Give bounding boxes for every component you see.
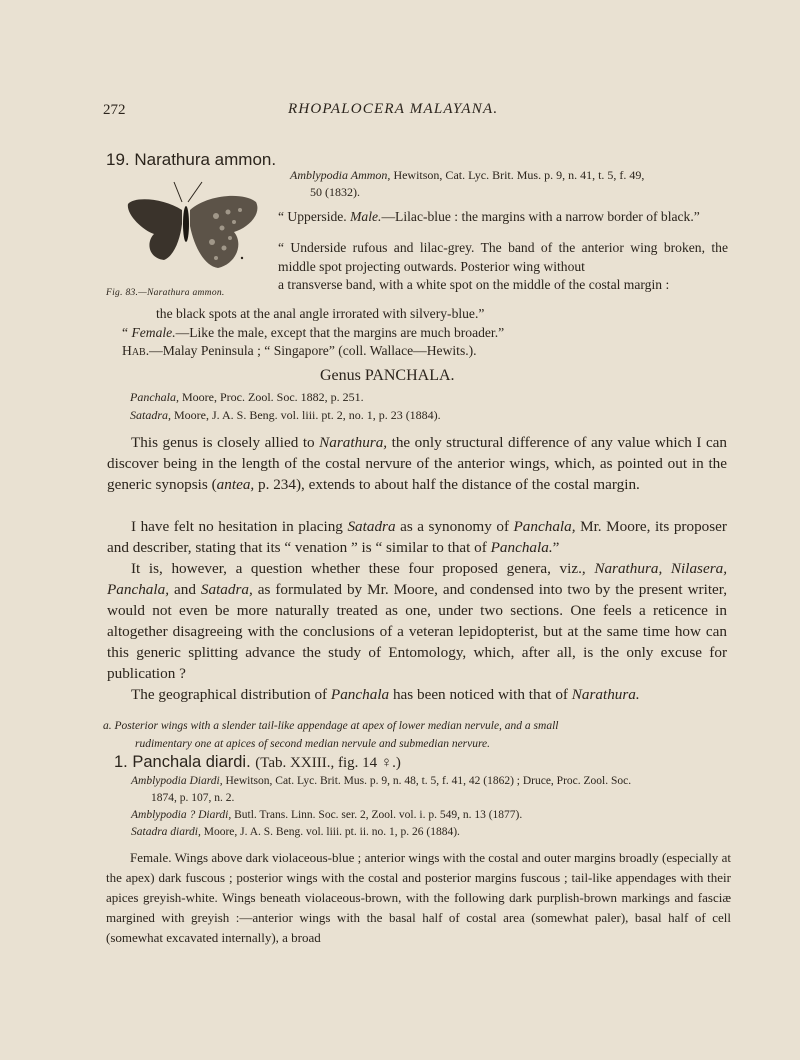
ref-year: 50 (1832). — [310, 185, 360, 199]
diardi-ref-3 — [131, 824, 731, 841]
ref-citation: 1874, p. 107, n. 2. — [151, 792, 235, 804]
text: antea, — [216, 476, 255, 493]
quote-text: —Lilac-blue : the margins with a narrow border of black.” — [381, 209, 700, 224]
diardi-ref-2 — [131, 807, 731, 824]
text: Mr. Moore, its proposer and describer, stating that its “ venation ” is “ similar to that of — [107, 518, 727, 556]
diardi-description — [106, 848, 731, 948]
text: Panchala — [330, 686, 390, 703]
text: has been noticed with that of — [392, 686, 568, 703]
section-line: rudimentary one at apices of second median nervule and submedian nervure. — [135, 738, 491, 750]
section-line: a. Posterior wings with a slender tail-like appendage at apex of lower median nervule, and a small — [103, 720, 559, 732]
butterfly-illustration — [124, 180, 270, 275]
species-heading-panchala-diardi — [114, 753, 401, 772]
text: Satadra, — [200, 581, 253, 598]
text: Satadra — [347, 518, 396, 535]
text: Narathura, — [319, 434, 388, 451]
quote-text: —Like the male, except that the margins are much broader.” — [175, 324, 505, 340]
text: The geographical distribution of — [131, 686, 328, 703]
quote-female — [122, 324, 742, 343]
quote-underside: “ Underside rufous and lilac-grey. The band of the anterior wing broken, the middle spot projecting outwards. Posterior wing without — [278, 240, 728, 274]
figure-caption: Fig. 83.—Narathura ammon. — [106, 288, 225, 298]
genus-ref-satadra — [130, 408, 441, 423]
plate-reference: (Tab. XXIII., fig. 14 ♀.) — [255, 755, 401, 771]
text: Narathura, Nilasera, Panchala, — [107, 560, 728, 598]
quote-female-and-habitat — [122, 305, 742, 361]
text: ” — [552, 539, 560, 556]
quote-text: “ Upperside. — [278, 209, 347, 224]
running-title: RHOPALOCERA MALAYANA. — [288, 101, 499, 117]
quote-band: a transverse band, with a white spot on the middle of the costal margin : — [278, 277, 670, 292]
ref-taxon: Amblypodia Ammon, — [290, 168, 391, 182]
quote-anal-angle: the black spots at the anal angle irrorated with silvery-blue.” — [156, 306, 485, 321]
habitat-label: Hab. — [122, 343, 150, 358]
paragraph-3 — [107, 558, 727, 684]
text: as formulated by Mr. Moore, and condensed into two by the present writer, would not even be more naturally treated as one, under two sections. One feels a reticence in altogether disagreeing with the conclusions of a veteran lepidopterist, but at the same time how can this generic splitting advance the study of Entomology, which, after all, is the only excuse for publication ? — [107, 581, 728, 682]
page-number: 272 — [103, 102, 126, 118]
text: p. 234), extends to about half the distance of the costal margin. — [258, 476, 640, 493]
species-name: 1. Panchala diardi. — [114, 753, 251, 771]
ref-taxon: Amblypodia ? Diardi, — [131, 809, 232, 821]
text: It is, however, a question whether these four proposed genera, viz., — [131, 560, 586, 577]
sex-label: Female. — [131, 324, 176, 340]
genus-ref-panchala — [130, 390, 364, 405]
ref-taxon: Satadra, — [130, 408, 172, 422]
ref-citation: Hewitson, Cat. Lyc. Brit. Mus. p. 9, n. 41, t. 5, f. 49, — [393, 168, 645, 182]
text: Panchala, — [513, 518, 576, 535]
habitat-text: —Malay Peninsula ; “ Singapore” (coll. Wallace—Hewits.). — [149, 343, 477, 358]
diardi-ref-1 — [131, 773, 731, 807]
text: Panchala. — [490, 539, 553, 556]
paragraph-2 — [107, 516, 727, 558]
habitat — [122, 342, 742, 361]
ref-citation: Butl. Trans. Linn. Soc. ser. 2, Zool. vol. i. p. 549, n. 13 (1877). — [234, 809, 523, 821]
quote-mark: “ — [122, 324, 129, 340]
ref-citation: Moore, J. A. S. Beng. vol. liii. pt. ii. no. 1, p. 26 (1884). — [203, 826, 460, 838]
species-reference — [290, 167, 730, 201]
text: and — [173, 581, 196, 598]
ref-taxon: Panchala, — [130, 390, 179, 404]
butterfly-figure — [124, 180, 270, 275]
text: the only structural difference of any value which I can discover being in the length of the costal nervure of the anterior wings, which, as pointed out in the generic synopsis ( — [107, 434, 728, 493]
ref-taxon: Satadra diardi, — [131, 826, 201, 838]
text: I have felt no hesitation in placing — [131, 518, 343, 535]
sex-label: Male. — [350, 209, 382, 224]
section-a-heading — [103, 717, 723, 753]
text: Narathura. — [571, 686, 640, 703]
text: This genus is closely allied to — [131, 434, 315, 451]
paragraph-4 — [107, 684, 727, 705]
genus-heading: Genus PANCHALA. — [320, 367, 455, 384]
quote-upperside — [278, 208, 728, 227]
ref-taxon: Amblypodia Diardi, — [131, 775, 223, 787]
ref-citation: Moore, Proc. Zool. Soc. 1882, p. 251. — [182, 390, 364, 404]
species-heading-narathura-ammon: 19. Narathura ammon. — [106, 150, 277, 169]
ref-citation: Moore, J. A. S. Beng. vol. liii. pt. 2, no. 1, p. 23 (1884). — [174, 408, 441, 422]
text: as a synonomy of — [400, 518, 509, 535]
ref-citation: Hewitson, Cat. Lyc. Brit. Mus. p. 9, n. 48, t. 5, f. 41, 42 (1862) ; Druce, Proc. Zool. Soc. — [225, 775, 632, 787]
paragraph-1 — [107, 432, 727, 495]
description-text: Female. Wings above dark violaceous-blue ; anterior wings with the costal and outer margins broadly (especially at the apex) dark fuscous ; posterior wings with the costal and posterior margins fuscous ; tail-like appendages with their apices greyish-white. Wings beneath violaceous-brown, with the following dark purplish-brown markings and fasciæ margined with greyish :—anterior wings with the basal half of costal area (somewhat paler), basal half of cell (somewhat excavated internally), a broad — [106, 850, 731, 945]
